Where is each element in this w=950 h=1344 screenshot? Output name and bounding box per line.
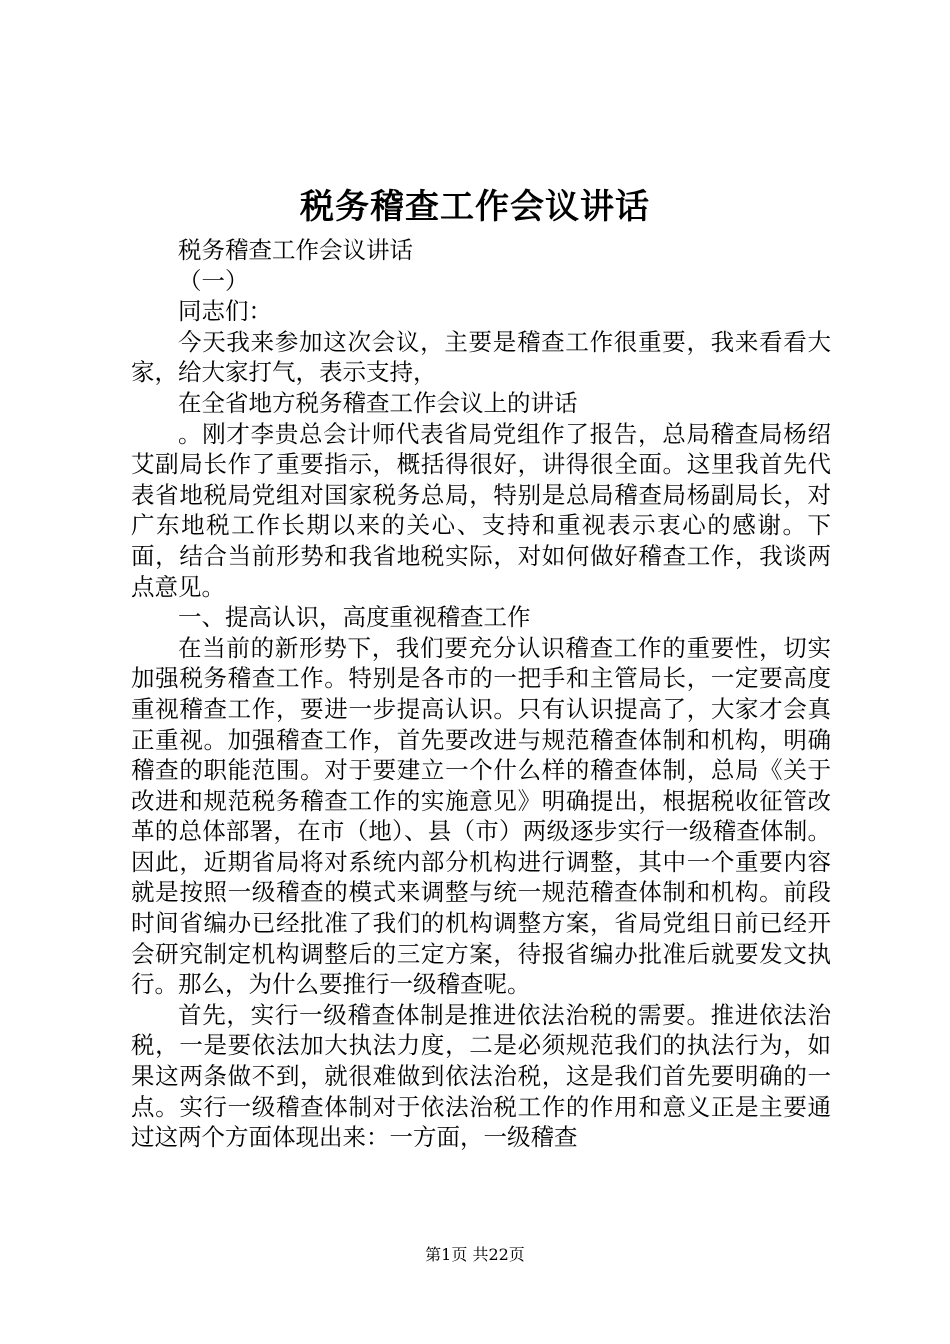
paragraph-body-2: 首先，实行一级稽查体制是推进依法治税的需要。推进依法治税，一是要依法加大执法力度，二是必须规范我们的执法行为，如果这两条做不到，就很难做到依法治税，这是我们首先要明确的一点。实行一级稽查体制对于依法治税工作的作用和意义正是主要通过这两个方面体现出来：一方面，一级稽查 [131, 1000, 831, 1152]
paragraph-section-number: （一） [178, 266, 249, 295]
paragraph-speech-heading: 在全省地方税务稽查工作会议上的讲话 [178, 388, 578, 417]
paragraph-subtitle: 税务稽查工作会议讲话 [178, 236, 413, 264]
paragraph-introduction: 。刚才李贵总会计师代表省局党组作了报告，总局稽查局杨绍艾副局长作了重要指示，概括得很好，讲得很全面。这里我首先代表省地税局党组对国家税务总局，特别是总局稽查局杨副局长，对广东地税工作长期以来的关心、支持和重视表示衷心的感谢。下面，结合当前形势和我省地税实际，对如何做好稽查工作，我谈两点意见。 [131, 419, 831, 601]
paragraph-section-heading: 一、提高认识，高度重视稽查工作 [178, 603, 531, 632]
page-number-footer: 第1页 共22页 [425, 1245, 525, 1264]
document-title: 税务稽查工作会议讲话 [300, 187, 650, 227]
paragraph-opening: 今天我来参加这次会议，主要是稽查工作很重要，我来看看大家，给大家打气，表示支持， [131, 327, 831, 387]
paragraph-body-1: 在当前的新形势下，我们要充分认识稽查工作的重要性，切实加强税务稽查工作。特别是各市的一把手和主管局长，一定要高度重视稽查工作，要进一步提高认识。只有认识提高了，大家才会真正重视。加强稽查工作，首先要改进与规范稽查体制和机构，明确稽查的职能范围。对于要建立一个什么样的稽查体制，总局《关于改进和规范税务稽查工作的实施意见》明确提出，根据税收征管改革的总体部署，在市（地）、县（市）两级逐步实行一级稽查体制。因此，近期省局将对系统内部分机构进行调整，其中一个重要内容就是按照一级稽查的模式来调整与统一规范稽查体制和机构。前段时间省编办已经批准了我们的机构调整方案，省局党组日前已经开会研究制定机构调整后的三定方案，待报省编办批准后就要发文执行。那么，为什么要推行一级稽查呢。 [131, 633, 831, 999]
document-body [131, 235, 831, 1153]
paragraph-salutation: 同志们： [178, 297, 272, 326]
